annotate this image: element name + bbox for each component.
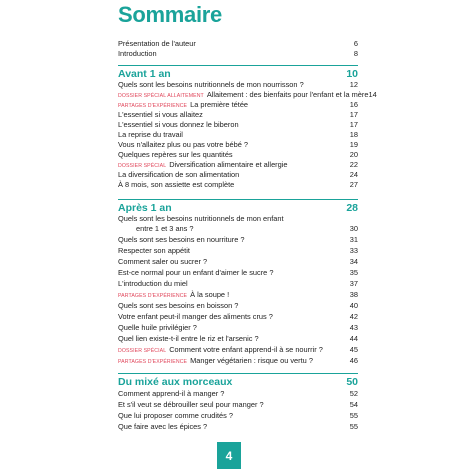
entry-label: Quels sont les besoins nutritionnels de mon nourrisson ?	[118, 80, 304, 89]
toc-entry	[118, 235, 358, 245]
toc-entry	[118, 356, 358, 367]
entry-page: 16	[349, 100, 358, 109]
entry-label: Que lui proposer comme crudités ?	[118, 411, 234, 420]
entry-page: 38	[349, 290, 358, 299]
entry-label: Quelques repères sur les quantités	[118, 150, 233, 159]
toc-entry	[118, 257, 358, 267]
toc-entry	[118, 170, 358, 180]
entry-label: Et s'il veut se débrouiller seul pour manger ?	[118, 400, 264, 409]
entry-page: 8	[353, 49, 358, 58]
entry-page: 35	[349, 268, 358, 277]
entry-label: Que faire avec les épices ?	[118, 422, 208, 431]
entry-page: 22	[349, 160, 358, 169]
section-page: 10	[346, 68, 358, 80]
entry-label: À la soupe !	[190, 290, 230, 299]
entry-label: L'introduction du miel	[118, 279, 188, 288]
entry-page: 43	[349, 323, 358, 332]
entry-page: 19	[349, 140, 358, 149]
entry-label: Quels sont ses besoins en boisson ?	[118, 301, 239, 310]
entry-tag: DOSSIER SPÉCIAL ALLAITEMENT	[118, 93, 204, 99]
toc-entry	[118, 301, 358, 311]
section-page: 50	[346, 376, 358, 388]
entry-page: 17	[349, 110, 358, 119]
entry-page: 55	[349, 422, 358, 431]
entry-page: 12	[349, 80, 358, 89]
entry-page: 52	[349, 389, 358, 398]
page-title: Sommaire	[118, 2, 222, 27]
entry-page: 44	[349, 334, 358, 343]
toc-entry	[118, 268, 358, 278]
entry-page: 54	[349, 400, 358, 409]
entry-label: Allaitement : des bienfaits pour l'enfant et la mère	[206, 90, 369, 99]
entry-tag: PARTAGES D'EXPÉRIENCE	[118, 103, 188, 109]
toc-entry	[118, 246, 358, 256]
entry-label: Est-ce normal pour un enfant d'aimer le sucre ?	[118, 268, 274, 277]
toc-entry	[118, 150, 358, 160]
entry-label: Quelle huile privilégier ?	[118, 323, 197, 332]
entry-tag: PARTAGES D'EXPÉRIENCE	[118, 359, 188, 365]
toc-entry	[118, 120, 358, 130]
toc-entry	[118, 389, 358, 399]
entry-label: À 8 mois, son assiette est complète	[118, 180, 235, 189]
entry-page: 45	[349, 345, 358, 354]
entry-tag: DOSSIER SPÉCIAL	[118, 348, 167, 354]
page-number: 4	[217, 442, 241, 469]
entry-label: L'essentiel si vous allaitez	[118, 110, 203, 119]
toc-entry	[118, 312, 358, 322]
toc-entry	[118, 140, 358, 150]
entry-label: entre 1 et 3 ans ?	[136, 224, 194, 233]
entry-label: Quels sont les besoins nutritionnels de mon enfant	[118, 214, 284, 223]
entry-label: Respecter son appétit	[118, 246, 190, 255]
entry-label: Comment votre enfant apprend-il à se nourrir ?	[169, 345, 323, 354]
section-title: Avant 1 an	[118, 68, 171, 80]
toc-entry	[118, 411, 358, 421]
toc-entry	[118, 224, 358, 234]
entry-label: Comment apprend-il à manger ?	[118, 389, 225, 398]
entry-label: L'essentiel si vous donnez le biberon	[118, 120, 239, 129]
entry-page: 46	[349, 356, 358, 365]
entry-label: Quels sont ses besoins en nourriture ?	[118, 235, 245, 244]
toc-entry	[118, 80, 358, 90]
toc-entry	[118, 110, 358, 120]
entry-page: 20	[349, 150, 358, 159]
section-header-du-mixe-aux-morceaux	[118, 373, 358, 390]
entry-label: La diversification de son alimentation	[118, 170, 240, 179]
entry-page: 33	[349, 246, 358, 255]
entry-label: Diversification alimentaire et allergie	[169, 160, 288, 169]
entry-page: 27	[349, 180, 358, 189]
toc-entry	[118, 130, 358, 140]
toc-entry	[118, 214, 358, 224]
toc-entry	[118, 290, 358, 301]
section-page: 28	[346, 202, 358, 214]
entry-page: 34	[349, 257, 358, 266]
entry-label: Présentation de l'auteur	[118, 39, 196, 48]
toc-entry	[118, 49, 358, 59]
entry-page: 24	[349, 170, 358, 179]
entry-page: 55	[349, 411, 358, 420]
toc-entry	[118, 334, 358, 344]
entry-label: Manger végétarien : risque ou vertu ?	[190, 356, 313, 365]
entry-label: Quel lien existe-t-il entre le riz et l'arsenic ?	[118, 334, 259, 343]
section-title: Du mixé aux morceaux	[118, 376, 233, 388]
entry-label: La première tétée	[190, 100, 249, 109]
entry-page: 31	[349, 235, 358, 244]
entry-page: 42	[349, 312, 358, 321]
toc-entry	[118, 39, 358, 49]
toc-entry	[118, 323, 358, 333]
entry-page: 6	[353, 39, 358, 48]
entry-page: 17	[349, 120, 358, 129]
toc-entry	[118, 279, 358, 289]
entry-page: 18	[349, 130, 358, 139]
entry-label: Votre enfant peut-il manger des aliments crus ?	[118, 312, 273, 321]
entry-label: Introduction	[118, 49, 157, 58]
entry-tag: DOSSIER SPÉCIAL	[118, 163, 167, 169]
entry-page: 37	[349, 279, 358, 288]
entry-label: La reprise du travail	[118, 130, 183, 139]
entry-tag: PARTAGES D'EXPÉRIENCE	[118, 293, 188, 299]
toc-entry	[118, 400, 358, 410]
toc-entry	[118, 180, 358, 190]
section-title: Après 1 an	[118, 202, 172, 214]
entry-label: Comment saler ou sucrer ?	[118, 257, 208, 266]
toc-entry	[118, 345, 358, 356]
entry-page: 14	[368, 90, 377, 99]
entry-page: 40	[349, 301, 358, 310]
entry-page: 30	[349, 224, 358, 233]
entry-label: Vous n'allaitez plus ou pas votre bébé ?	[118, 140, 249, 149]
toc-entry	[118, 422, 358, 432]
